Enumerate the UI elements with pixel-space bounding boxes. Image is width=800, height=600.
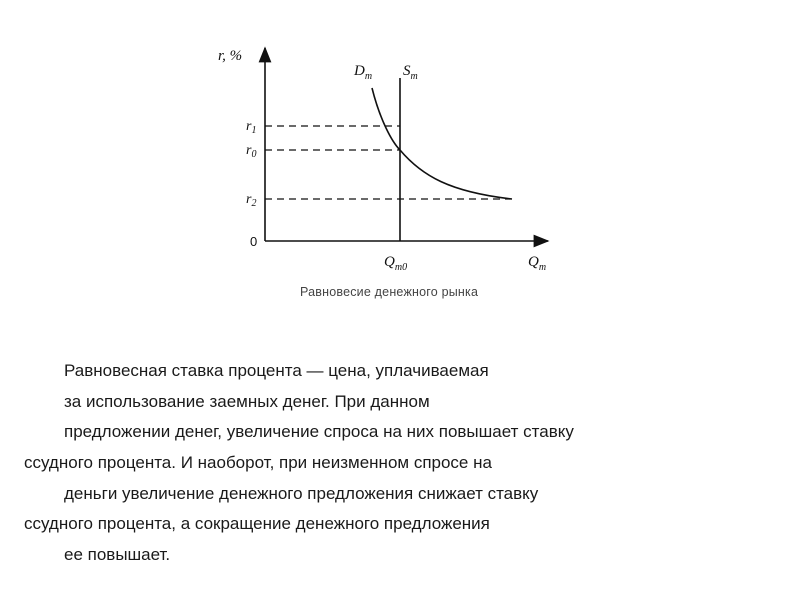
text-line: ее повышает. <box>64 545 171 565</box>
demand-curve <box>372 88 512 199</box>
r2-label: $r_2$ <box>246 192 257 209</box>
qm0-label: $Q_{m0}$ <box>384 254 408 273</box>
diagram-caption: Равновесие денежного рынка <box>300 285 479 299</box>
text-line: Равновесная ставка процента — цена, уплачиваемая <box>64 361 489 380</box>
supply-label: $S_m$ <box>403 63 418 82</box>
text-line: за использование заемных денег. При данном <box>64 391 430 411</box>
text-line: деньги увеличение денежного предложения снижает ставку <box>64 483 539 503</box>
text-line: предложении денег, увеличение спроса на них повышает ставку <box>64 422 574 442</box>
demand-label: $D_m$ <box>354 63 373 82</box>
r1-label: $r_1$ <box>246 119 257 136</box>
x-axis-label: $Q_m$ <box>528 254 547 273</box>
origin-label: 0 <box>250 234 258 249</box>
explanation-paragraph <box>24 356 800 571</box>
text-line: ссудного процента, а сокращение денежного предложения <box>24 514 490 534</box>
text-line: ссудного процента. И наоборот, при неизменном спросе на <box>24 453 492 473</box>
r0-label: $r_0$ <box>246 143 257 160</box>
y-axis-label: r, % <box>218 48 243 64</box>
